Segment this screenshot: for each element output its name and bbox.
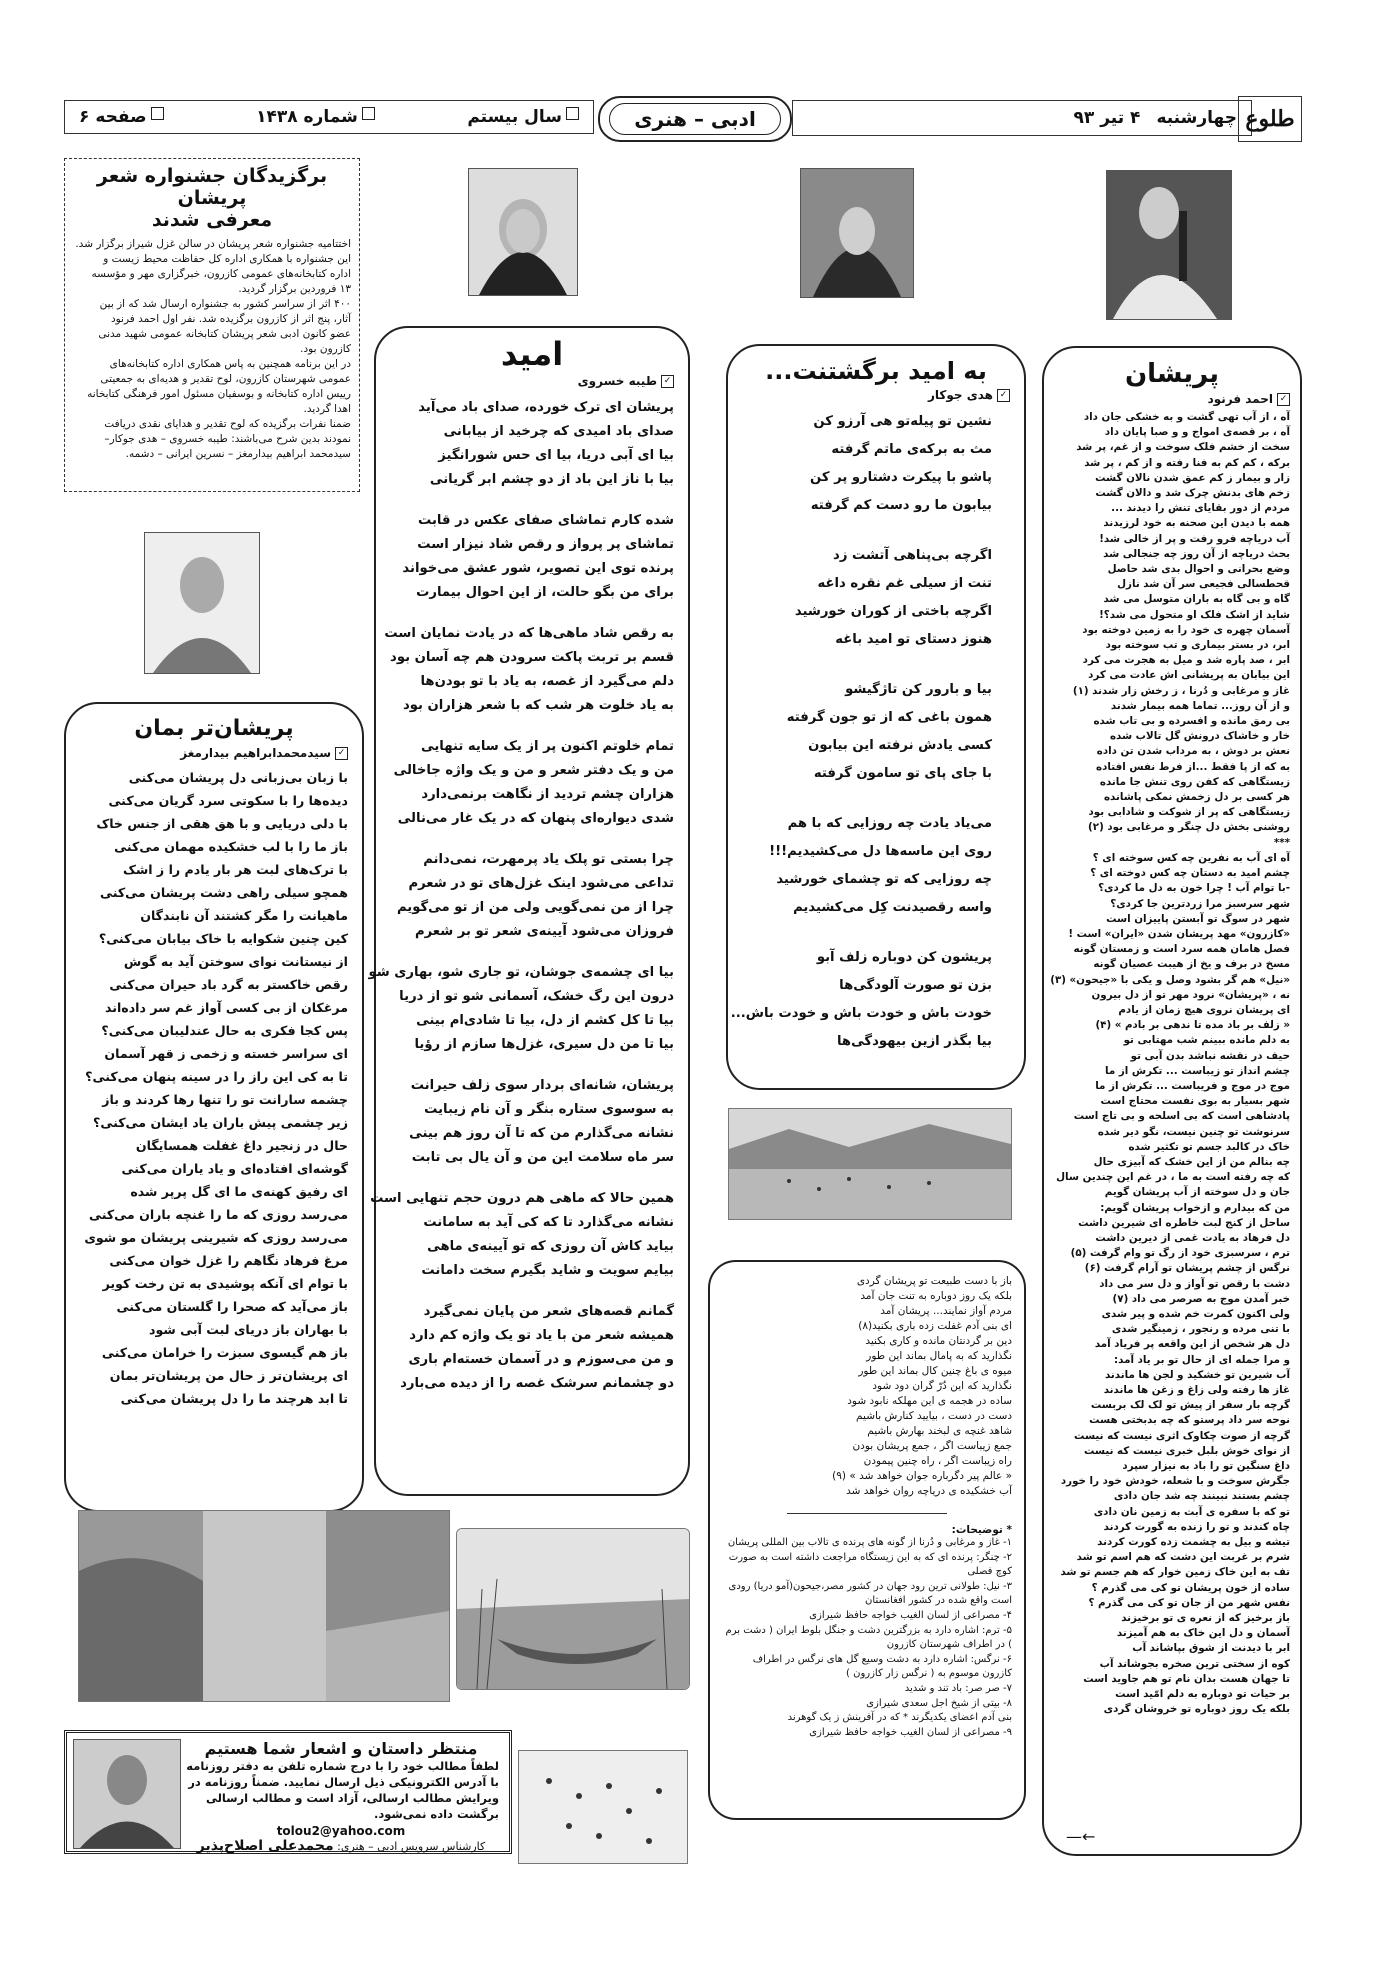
poem-line: من که بیدارم و ازخواب پریشان گویم: <box>1100 1201 1290 1214</box>
poem-line: حال در زنجیر داغ غفلت همسایگان <box>135 1138 348 1153</box>
poem-line: نشین تو پیله‌تو هی آرزو کن <box>813 414 992 429</box>
poem-line: که چه رفته است به ما ، در غم این چندین سال <box>1056 1171 1290 1184</box>
stanza <box>368 961 674 1057</box>
poem-line: شهر سرسبز مرا زردترین جا کردی؟ <box>1110 897 1290 910</box>
poem-line: چشم امید به دستان چه کس دوخته ای ؟ <box>1090 867 1290 880</box>
poem-line: بی رمق مانده و افسرده و بی تاب شده <box>1093 715 1290 728</box>
poem-line: شاید از اشک فلک او متحول می شد؟! <box>1099 608 1290 621</box>
header-issue-box <box>64 100 594 134</box>
poem-line: زخم های بدنش چرک شد و دالان گشت <box>1095 487 1290 500</box>
poem-line: فصل هامان همه سرد است و زمستان گونه <box>1073 943 1290 956</box>
poem-line: ترم ، سرسبزی خود از رگ تو وام گرفت (۵) <box>1070 1247 1290 1260</box>
poem-line: سر ماه سلامت این من و آن یال بی تابت <box>411 1150 674 1165</box>
poem-line: گرچه بار سفر از پیش تو لک لک بربست <box>1090 1399 1290 1412</box>
note-line: ۷- صر صر: باد تند و شدید <box>904 1682 1012 1694</box>
ad-line: با آدرس الکترونیکی ذیل ارسال نمایید. ضمناً روزنامه در <box>188 1775 499 1789</box>
stanza <box>384 622 674 718</box>
poem-line: ابر با دیدنت از شوق بپاشاند آب <box>1132 1642 1290 1655</box>
poem-line: از نوای خوش بلبل خبری نیست که نیست <box>1084 1444 1290 1457</box>
poem-line: سرنوشت تو چنین نیست، نگو دیر شده <box>1097 1125 1290 1138</box>
poem-line: بیا بگذر ازین بیهودگی‌ها <box>836 1034 992 1049</box>
poem-line: خودت باش و خودت باش و خودت باش... <box>730 1006 992 1021</box>
poem-line: گاه و بی گاه به باران متوسل می شد <box>1103 593 1290 606</box>
poem-line: نعش بر دوش ، به مرداب شدن تن داده <box>1096 745 1290 758</box>
poem-line: باز با دست طبیعت تو پریشان گردی <box>856 1275 1012 1287</box>
poem-line: همچو سیلی راهی دشت پریشان می‌کنی <box>99 885 348 900</box>
poem-line: خار و خاشاک درونش گل تالاب شده <box>1109 730 1290 743</box>
festival-line: ۱۳ فروردین برگزار گردید. <box>238 283 351 295</box>
poem-line: آه ، از آب تهی گشت و به خشکی جان داد <box>1083 411 1290 423</box>
poem-line: ابر ، صد پاره شد و میل به هجرت می کرد <box>1082 654 1290 667</box>
stanza <box>390 1300 674 1396</box>
poem-line: دین بر گردنتان مانده و کاری بکنید <box>865 1335 1012 1347</box>
stanza <box>390 735 674 831</box>
poem-line: دل هر شخص از این واقعه پر فریاد آمد <box>1094 1338 1290 1351</box>
poem-line: زیر چشمی پیش باران یاد ایشان می‌کنی؟ <box>93 1115 348 1130</box>
poem-line: وضع بحرانی و احوال بدی شد حاصل <box>1107 563 1290 576</box>
poem-line: با زبان بی‌زبانی دل پریشان می‌کنی <box>128 770 348 785</box>
poem-line: شهر در سوگ تو آبستن پاییزان است <box>1106 912 1290 925</box>
festival-subtitle: معرفی شدند <box>151 209 273 231</box>
poem-line: با تنی مرده و رنجور ، زمینگیر شدی <box>1111 1323 1290 1336</box>
header-year: سال بیستم <box>467 107 579 127</box>
poem-line: شرم بر غربت این دشت که هم اسم تو شد <box>1076 1551 1290 1564</box>
poem-line: سخت از خشم فلک سوخت و از غم، پر شد <box>1076 441 1290 454</box>
poem-line: ای پریشان‌تر ز حال من پریشان‌تر بمان <box>109 1368 348 1383</box>
stanza <box>390 1074 674 1170</box>
poem-line: راه زیباست اگر ، راه چنین پیمودن <box>863 1455 1012 1467</box>
poem-line: دلم می‌گیرد از غصه، به یاد با تو بودن‌ها <box>420 674 674 689</box>
poem-line: مردم از دور بقایای تنش را دیدند ... <box>1111 502 1290 515</box>
poem-line: بیا تا من دل سیری، غزل‌ها سازم از رؤیا <box>414 1037 674 1052</box>
poem-line: شاهد غنچه ی لبخند بهارش باشیم <box>867 1425 1012 1437</box>
poem-line: کسی یادش نرفته این بیابون <box>808 738 992 753</box>
poem-line: کین چنین شکوایه با خاک بیابان می‌کنی؟ <box>98 931 348 946</box>
poem-line: به رقص شاد ماهی‌ها که در یادت نمایان است <box>384 626 674 641</box>
poem-line: آه ، بر قصه‌ی امواج و و صبا پایان داد <box>1104 426 1290 439</box>
festival-line: در این برنامه همچنین به پاس همکاری اداره کتابخانه‌های <box>109 358 351 370</box>
photo-hoda-jokar <box>800 168 914 298</box>
square-icon <box>362 107 375 120</box>
poem-line: می‌رسد روزی که ما را غنچه باران می‌کنی <box>88 1207 348 1222</box>
poem-line: تو که با سفره ی آبت به زمین نان دادی <box>1093 1505 1290 1518</box>
poem-omid-title: امید <box>500 335 564 373</box>
festival-line: عضو کانون ادبی شعر پریشان کتابخانه عمومی شهید مدنی <box>98 328 351 340</box>
poem-line: چرا بستی تو پلک یاد پرمهرت، نمی‌دانم <box>423 852 674 867</box>
stanza <box>730 944 992 1056</box>
poem-omid-body <box>368 396 674 1396</box>
poem-line: داغ سنگین تو را باد به نیزار سپرد <box>1122 1460 1290 1473</box>
header-day: چهارشنبه <box>1156 108 1237 128</box>
poem-line: تا جهان هست بدان نام تو هم جاوید است <box>1083 1672 1290 1685</box>
festival-line: ضمنا نفرات برگزیده که لوح تقدیر و هدایای نقدی دریافت <box>104 418 351 430</box>
poem-line: چشم انداز تو زیباست ... تکرش از ما <box>1105 1064 1290 1077</box>
logo-text: طلوع <box>1245 106 1295 132</box>
poem-line: با بهاران باز دریای لبت آبی شود <box>148 1322 348 1337</box>
poem-line: از نیستانت نوای سوختن آید به گوش <box>123 954 348 969</box>
section-title: ادبی – هنری <box>634 107 756 131</box>
stanza <box>390 509 674 605</box>
poem-line: همیشه شعر من با یاد تو یک واژه کم دارد <box>409 1328 674 1343</box>
poem-line: «نیل» هم گر بشود وصل و یکی با «جیحون» (۳) <box>1050 973 1290 986</box>
poem-line: به که از پا فقط ...از فرط نفس افتاده <box>1096 760 1290 773</box>
photo-editor <box>73 1739 181 1849</box>
stanza <box>742 542 992 654</box>
poem-line: دشت با رقص تو آواز و دل سر می داد <box>1099 1277 1290 1290</box>
poem-line: نگذارید که به پامال بماند این طور <box>866 1350 1012 1362</box>
poem-line: پرنده توی این تصویر، شور عشق می‌خواند <box>402 561 674 576</box>
poem-line: گوشه‌ای افتاده‌ای و یاد یاران می‌کنی <box>121 1161 348 1176</box>
poem-line: هر کسی بر دل زخمش نمکی پاشانده <box>1103 791 1290 804</box>
divider <box>787 1513 947 1514</box>
poem-line: و مرا جمله ای از حال تو بر یاد آمد: <box>1114 1353 1290 1366</box>
poem-line: ساده از خون پریشان تو کی می گذرم ؟ <box>1091 1581 1290 1594</box>
poem-line: نشانه می‌گذارم من که تا آن روز هم بینی <box>409 1126 674 1141</box>
poem-line: باز می‌آید که صحرا را گلستان می‌کنی <box>116 1299 348 1314</box>
poem-line: همه با دیدن این صحنه به خود لرزیدند <box>1103 517 1290 530</box>
poem-line: مسخ در برف و یخ از هیبت عصیان گونه <box>1093 958 1290 971</box>
poem-line: بلکه یک روز دوباره تو خروشان گردی <box>1103 1703 1290 1716</box>
poem-parishan-tar-title: پریشان‌تر بمان <box>134 716 294 741</box>
poem-line: هزاران چشم تردید از نگاهت برنمی‌دارد <box>421 787 674 802</box>
poem-parishan-body <box>1050 410 1290 1717</box>
poem-line: به سوسوی ستاره بنگر و آن نام زیبایت <box>424 1102 674 1117</box>
notes-title: * توضیحات: <box>951 1524 1012 1536</box>
poem-line: ساده در هجمه ی این مهلکه نابود شود <box>847 1395 1012 1407</box>
poem-line: پریشان ای ترک خورده، صدای باد می‌آید <box>418 400 674 415</box>
poem-line: بیاید کاش آن روزی که تو آیینه‌ی ماهی <box>427 1239 674 1254</box>
flamingo-lake-photo <box>728 1108 1012 1220</box>
festival-title: برگزیدگان جشنواره شعر پریشان <box>96 165 328 209</box>
poem-line: بیا با ناز این باد از دو چشم ابر گریانی <box>429 472 674 487</box>
festival-line: نمودند بدین شرح می‌باشند: طیبه خسروی – هدی جوکار– <box>104 433 351 445</box>
note-line: ۸- بیتی از شیخ اجل سعدی شیرازی <box>866 1697 1012 1709</box>
ad-expert: کارشناس سرویس ادبی – هنری: محمدعلی اصلاح‌پذیر <box>196 1838 486 1854</box>
poem-line: پس کجا فکری به حال عندلیبان می‌کنی؟ <box>101 1023 348 1038</box>
photo-bidarmaghz <box>144 532 260 674</box>
festival-line: اختتامیه جشنواره شعر پریشان در سالن غزل شیراز برگزار شد. <box>75 238 351 250</box>
poem-line: با دلی دریایی و با هق هقی از جنس خاک <box>96 816 348 831</box>
poem-line: تف به این خاک زمین خوار که هم جسم تو شد <box>1060 1566 1290 1579</box>
poem-line: « زلف بر باد مده تا ندهی بر بادم » (۴) <box>1095 1019 1290 1032</box>
poem-omid-box <box>368 326 690 1496</box>
poem-line: آه ای آب به نفرین چه کس سوخته ای ؟ <box>1092 851 1290 864</box>
festival-body <box>73 237 351 462</box>
poem-hope-return-author: ✓ هدی جوکار <box>742 388 1010 402</box>
poem-line: اگرچه بی‌پناهی آتشت زد <box>833 548 992 563</box>
poem-line: درون این رگ خشک، آسمانی شو تو از دریا <box>399 989 674 1004</box>
poem-line: بیایم سویت و شاید بگیرم سخت دامانت <box>421 1263 674 1278</box>
festival-news-box <box>64 158 360 492</box>
boat-reeds-photo <box>456 1528 690 1690</box>
note-line: ۶- نرگس: اشاره دارد به دشت وسیع گل های نرگس در اطراف کازرون موسوم به ( نرگس زار کازرون ) <box>752 1653 1012 1680</box>
square-icon <box>566 107 579 120</box>
ad-line: برگشت داده نمی‌شود. <box>373 1807 499 1821</box>
poem-line: نه ، «پریشان» نرود مهر تو از دل بیرون <box>1091 988 1290 1001</box>
poem-line: تا به کی این راز را در سینه پنهان می‌کنی؟ <box>85 1069 348 1084</box>
poem-continuation-body <box>722 1274 1012 1499</box>
poem-omid-author: ✓ طیبه خسروی <box>390 374 674 388</box>
poem-line: این بیابان به پریشانی اش عادت می کرد <box>1088 669 1290 682</box>
poem-line: تیشه و بیل به چشمت زده کورت کردند <box>1097 1536 1290 1549</box>
poem-line: دست در دست ، بیایید کنارش باشیم <box>856 1410 1012 1422</box>
poem-hope-return-body <box>730 408 1010 1056</box>
poem-line: مرغ فرهاد نگاهم را غزل خوان می‌کنی <box>109 1253 348 1268</box>
check-box-icon: ✓ <box>997 389 1010 402</box>
poem-line: مرغکان از بی کسی آواز غم سر داده‌اند <box>104 1000 348 1015</box>
poem-line: هنوز دستای تو امید باغه <box>835 632 992 647</box>
poem-line: گرچه از صوت چکاوک اثری نیست که نیست <box>1074 1429 1290 1442</box>
poem-line: فروزان می‌شود آیینه‌ی شعر تو بر شعرم <box>414 924 674 939</box>
photo-ahmad-farnood <box>1106 170 1232 320</box>
poem-line: «کازرون» مهد پریشان شدن «ایران» است ! <box>1068 927 1290 940</box>
poem-line: صدای باد امیدی که چرخید از بیابانی <box>443 424 674 439</box>
poem-line: قحطسالی فجیعی سر آن شد نازل <box>1117 578 1290 591</box>
check-box-icon: ✓ <box>335 747 348 760</box>
poem-line: به یاد خلوت هر شب که با شعر هزاران بود <box>402 698 674 713</box>
poem-line: تنت از سیلی غم نقره داغه <box>817 576 992 591</box>
festival-line: رییس اداره کتابخانه و بوسفیان مسئول امور فرهنگی کتابخانه <box>87 388 351 400</box>
poem-parishan-tar-body <box>80 766 348 1410</box>
poem-line: جان و دل سوخته از آب پریشان گویم <box>1104 1186 1290 1199</box>
poem-line: بیا تا کل کشم از دل، بیا تا شادی‌ام بینی <box>416 1013 674 1028</box>
header-date: ۴ تیر ۹۳ <box>1073 108 1141 128</box>
note-line: ۵- ترم: اشاره دارد به بزرگترین دشت و جنگل بلوط ایران ( دشت برم ) در اطراف شهرستان کازرون <box>725 1624 1012 1651</box>
poem-line: خبر آمدن موج به صرصر می داد (۷) <box>1112 1292 1290 1305</box>
note-line: ۲- چنگر: پرنده ای که به این زیستگاه مراجعت داشته است به صورت کوچ فصلی <box>728 1551 1012 1578</box>
ad-title: منتظر داستان و اشعار شما هستیم <box>204 1739 478 1758</box>
poem-line: دو چشمانم سرشک غصه را از دیده می‌بارد <box>400 1376 674 1391</box>
poem-line: بیا ای آبی دریا، بیا ای حس شورانگیز <box>438 448 674 463</box>
poem-line: آسمان چهره ی خود را به زمین دوخته بود <box>1082 623 1290 636</box>
poem-line: و من می‌سوزم و در آسمان خسته‌ام باری <box>408 1352 674 1367</box>
poem-hope-return-box <box>726 344 1026 1090</box>
poem-line: قسم بر تربت پاکت سرودن هم چه آسان بود <box>390 650 674 665</box>
festival-line: اهدا گردید. <box>303 403 351 415</box>
poem-line: میوه ی باغ چنین کال بماند این طور <box>858 1365 1012 1377</box>
ad-body <box>183 1758 499 1822</box>
poem-line: ای پریشان نروی هیچ زمان از یادم <box>1118 1003 1290 1016</box>
poem-line: باز ما را با لب خشکیده مهمان می‌کنی <box>114 839 348 854</box>
poem-line: نگذارید که این دُرّ گران دود شود <box>872 1380 1012 1392</box>
poem-line: تماشای پر پرواز و رقص شاد نیزار است <box>417 537 674 552</box>
poem-line: آب شیرین تو خشکید و لجن ها ماندند <box>1104 1368 1290 1381</box>
logo <box>1238 96 1302 142</box>
poem-line: رقص خاکستر به گرد باد حیران می‌کنی <box>109 977 348 992</box>
poem-line: واسه رقصیدنت کِل می‌کشیدیم <box>793 900 992 915</box>
poem-line: باز هم گیسوی سبزت را خرامان می‌کنی <box>101 1345 348 1360</box>
poem-line: بلکه یک روز دوباره به تنت جان آمد <box>860 1290 1012 1302</box>
photo-tayebeh-khosravi <box>468 168 578 296</box>
poem-line: آب دریاچه فرو رفت و پر از خالی شد! <box>1099 532 1290 545</box>
poem-line: جمع زیباست اگر ، جمع پریشان بودن <box>852 1440 1012 1452</box>
poem-line: آب خشکیده ی دریاچه روان خواهد شد <box>846 1485 1012 1497</box>
stanza <box>742 408 992 520</box>
festival-line: کازرون بود. <box>300 343 351 355</box>
poem-line: پریشون کن دوباره زلف آبو <box>816 950 992 965</box>
square-icon <box>151 107 164 120</box>
header-date-box <box>792 100 1252 136</box>
stanza <box>742 676 992 788</box>
poem-line: تا ابد هرچند ما را دل پریشان می‌کنی <box>120 1391 348 1406</box>
poem-line: گمانم قصه‌های شعر من پایان نمی‌گیرد <box>423 1304 674 1319</box>
poem-line: بیا ای چشمه‌ی جوشان، تو جاری شو، بهاری شو <box>368 965 674 980</box>
poem-line: نفس شهر من از جان تو کی می گذرم ؟ <box>1088 1596 1290 1609</box>
stanza <box>390 848 674 944</box>
check-box-icon: ✓ <box>1277 393 1290 406</box>
poem-line: چشم بستند نبینند چه شد جان دادی <box>1113 1490 1290 1503</box>
note-line: ۱- غاز و مرغابی و دُرنا از گونه های پرنده ی تالاب بین المللی پریشان <box>727 1537 1012 1548</box>
festival-line: عمومی شهرستان کازرون، لوح تقدیر و هدیه‌ای به جمعیتی <box>100 373 351 385</box>
poem-line: می‌یاد یادت چه روزایی که با هم <box>787 816 992 831</box>
arrow-left-icon: ←— <box>1066 1827 1096 1846</box>
festival-line: ۴۰۰ اثر از سراسر کشور به جشنواره ارسال شد که از بین <box>99 298 351 310</box>
poem-line: کوه از سختی ترین صخره بجوشاند آب <box>1099 1657 1290 1670</box>
poem-line: بزن تو صورت آلودگی‌ها <box>839 978 992 993</box>
poem-hope-return-title: به امید برگشتنت... <box>765 357 987 385</box>
poem-line: خاک در کالبد جسم تو تکثیر شده <box>1128 1140 1290 1153</box>
stanza <box>742 810 992 922</box>
festival-line: سیدمحمد ابراهیم بیدارمغز – نسرین ایرانی – دشمه. <box>125 448 351 460</box>
poem-line: بر حیات تو دوباره به دلم امّید است <box>1115 1688 1290 1701</box>
poem-line: تمام خلوتم اکنون پر از یک سایه تنهایی <box>421 739 674 754</box>
poem-line: برای من بگو حالت، از این احوال بیمارت <box>416 585 674 600</box>
poem-line: می‌رسد روزی که شیرینی پریشان مو شوی <box>84 1230 348 1245</box>
poem-continuation-box <box>708 1260 1026 1820</box>
poem-parishan-title: پریشان <box>1124 359 1220 389</box>
poem-line: شدی دیواره‌ای پنهان که در یک غار می‌نالی <box>397 811 674 826</box>
poem-line: مردم آواز نمایند... پریشان آمد <box>880 1305 1012 1317</box>
header-issue: شماره ۱۴۳۸ <box>256 107 375 127</box>
poem-line: ای سراسر خسته و زخمی ز قهر آسمان <box>104 1046 348 1061</box>
poem-line: تداعی می‌شود اینک غزل‌های تو در شعرم <box>408 876 674 891</box>
poem-line: پاشو با پیکرت دشتارو پر کن <box>809 470 992 485</box>
festival-line: این جشنواره با همکاری اداره کل حفاظت محیط زیست و <box>103 253 351 265</box>
poem-line: « عالم پیر دگرباره جوان خواهد شد » (۹) <box>832 1470 1012 1482</box>
poem-line: با توام ای آنکه پوشیدی به تن رخت کویر <box>102 1276 348 1291</box>
ad-line: ویرایش مطالب ارسالی، آزاد است و مطالب ارسالی <box>205 1791 499 1805</box>
poem-line: ای بنی آدم غفلت زده باری بکنید(۸) <box>858 1320 1012 1332</box>
stanza <box>390 396 674 492</box>
poem-line: دیده‌ها را با سکوتی سرد گریان می‌کنی <box>108 793 348 808</box>
submission-ad-box <box>64 1730 512 1854</box>
poem-line: بیابون ما رو دست کم گرفته <box>810 498 992 513</box>
poem-line: روی این ماسه‌ها دل می‌کشیدیم!!! <box>769 844 992 859</box>
poem-line: بحث دریاچه از آن روز چه جنجالی شد <box>1103 547 1290 560</box>
poem-line: ای رفیق کهنه‌ی ما ای گل پرپر شده <box>130 1184 348 1199</box>
poem-line: غاز و مرغابی و دُرنا ، ز رخش زار شدند (۱) <box>1072 684 1290 697</box>
poem-line: حیف در نقشه نباشد بدن آبی تو <box>1130 1049 1290 1062</box>
poem-line: ابر، در بستر بیماری و تب سوخته بود <box>1105 639 1290 652</box>
header-page: صفحه ۶ <box>79 107 164 127</box>
poem-line: ولی اکنون کمرت خم شده و پیر شدی <box>1101 1307 1290 1320</box>
poem-line: چشمه سارانت تو را تنها رها کردند و باز <box>102 1092 348 1107</box>
poem-line: زیستگاهی که پر از شوکت و شادابی بود <box>1088 806 1290 819</box>
note-line: ۴- مصراعی از لسان الغیب خواجه حافظ شیرازی <box>809 1609 1012 1621</box>
poem-line: با ترک‌های لبت هر بار یادم را ز اشک <box>122 862 348 877</box>
poem-line: مث به برکه‌ی ماتم گرفته <box>831 442 992 457</box>
poem-line: باز برخیز که از نعره ی تو برخیزند <box>1121 1612 1290 1625</box>
poem-line: نرگس از چشم پریشان تو آرام گرفت (۶) <box>1084 1262 1290 1275</box>
poem-parishan-tar-author: ✓ سیدمحمدابراهیم بیدارمغز <box>80 746 348 760</box>
dried-lake-photo <box>78 1510 450 1702</box>
stanza <box>370 1187 674 1283</box>
poem-line: شده کارم تماشای صفای عکس در قابت <box>418 513 674 528</box>
ad-email[interactable]: tolou2@yahoo.com <box>276 1824 406 1838</box>
poem-parishan-tar-box <box>64 702 364 1512</box>
poem-line: روشنی بخش دل چنگر و مرغابی بود (۲) <box>1088 821 1290 834</box>
poem-line: ساحل از کنج لبت خاطره ای شیرین داشت <box>1078 1216 1290 1229</box>
poem-line: موج در موج و فریباست ... تکرش از ما <box>1095 1079 1290 1092</box>
poem-line: و از آن روز... تماما همه بیمار شدند <box>1110 699 1290 712</box>
note-line: بنی آدم اعضای یکدیگرند * که در آفرینش ز یک گوهرند <box>787 1712 1012 1724</box>
poem-line: زار و بیمار ز کم عمق شدن نالان گشت <box>1095 471 1290 484</box>
poem-parishan-box <box>1042 346 1302 1856</box>
poem-line: اگرچه باختی از کوران خورشید <box>794 604 992 619</box>
poem-line: نوحه سر داد پرستو که چه بدبختی هست <box>1089 1414 1290 1427</box>
poem-line: پریشان، شانه‌ای بردار سوی زلف حیرانت <box>410 1078 674 1093</box>
poem-line: زیستگاهی که کفن روی تنش جا مانده <box>1099 775 1290 788</box>
poem-line: به دلم مانده ببینم شب مهتابی تو <box>1123 1034 1290 1047</box>
birds-flock-photo <box>518 1750 688 1864</box>
poem-line: چه بنالم من از این خشک که آبیزی حال <box>1093 1155 1290 1168</box>
section-banner <box>598 96 792 142</box>
note-line: ۹- مصراعی از لسان الغیب خواجه حافظ شیرازی <box>809 1726 1012 1738</box>
poem-line: جگرش سوخت و با شعله، خودش خود را خورد <box>1060 1475 1290 1488</box>
poem-line: من و یک دفتر شعر و من و یک واژه جاخالی <box>393 763 674 778</box>
poem-line: شهر بسیار به بوی نفست محتاج است <box>1100 1095 1290 1108</box>
poem-parishan-author: ✓ احمد فرنود <box>1054 392 1290 406</box>
check-box-icon: ✓ <box>661 375 674 388</box>
poem-line: با جای پای تو سامون گرفته <box>813 766 992 781</box>
poem-line: همون باغی که از تو جون گرفته <box>786 710 992 725</box>
notes-body <box>722 1536 1012 1740</box>
poem-line: دل فرهاد به یادت غمی از دیرین داشت <box>1095 1231 1290 1244</box>
poem-line: چه روزایی که تو چشمای خورشید <box>776 872 992 887</box>
ad-line: لطفاً مطالب خود را با درج شماره تلفن به دفتر روزنامه <box>186 1759 499 1773</box>
festival-line: آثار، پنج اثر از کازرون برگزیده شد. نفر اول احمد فرنود <box>110 313 351 325</box>
poem-line: چرا از من نمی‌گویی ولی من از تو می‌گویم <box>396 900 674 915</box>
note-line: ۳- نیل: طولانی ترین رود جهان در کشور مصر،جیحون(آمو دریا) رودی است واقع شده در کشور افغانستان <box>728 1580 1012 1607</box>
festival-line: اداره کتابخانه‌های عمومی کازرون، خبرگزاری مهر و مؤسسه <box>91 268 351 280</box>
poem-line: بیا و بارور کن تاژگیشو <box>845 682 992 697</box>
poem-line: پادشاهی است که بی اسلحه و بی تاج است <box>1073 1110 1290 1123</box>
poem-line: -با توام آب ! چرا خون به دل ما کردی؟ <box>1098 882 1290 895</box>
poem-line: *** <box>1273 836 1290 849</box>
poem-line: چاه کندند و تو را زنده به گورت کردند <box>1103 1520 1290 1533</box>
poem-line: آسمان و دل این خاک به هم آمیزند <box>1116 1627 1290 1640</box>
poem-line: برکه ، کم کم به فنا رفته و از کم ، پر شد <box>1084 456 1290 469</box>
poem-line: غاز ها رفته ولی زاغ و زغن ها ماندند <box>1103 1384 1290 1396</box>
poem-line: همین حالا که ماهی هم درون حجم تنهایی است <box>370 1191 674 1206</box>
poem-line: ماهیانت را مگر کشتند آن نابندگان <box>140 908 348 923</box>
poem-line: نشانه می‌گذارد تا که کی آید به سامانت <box>423 1215 674 1230</box>
